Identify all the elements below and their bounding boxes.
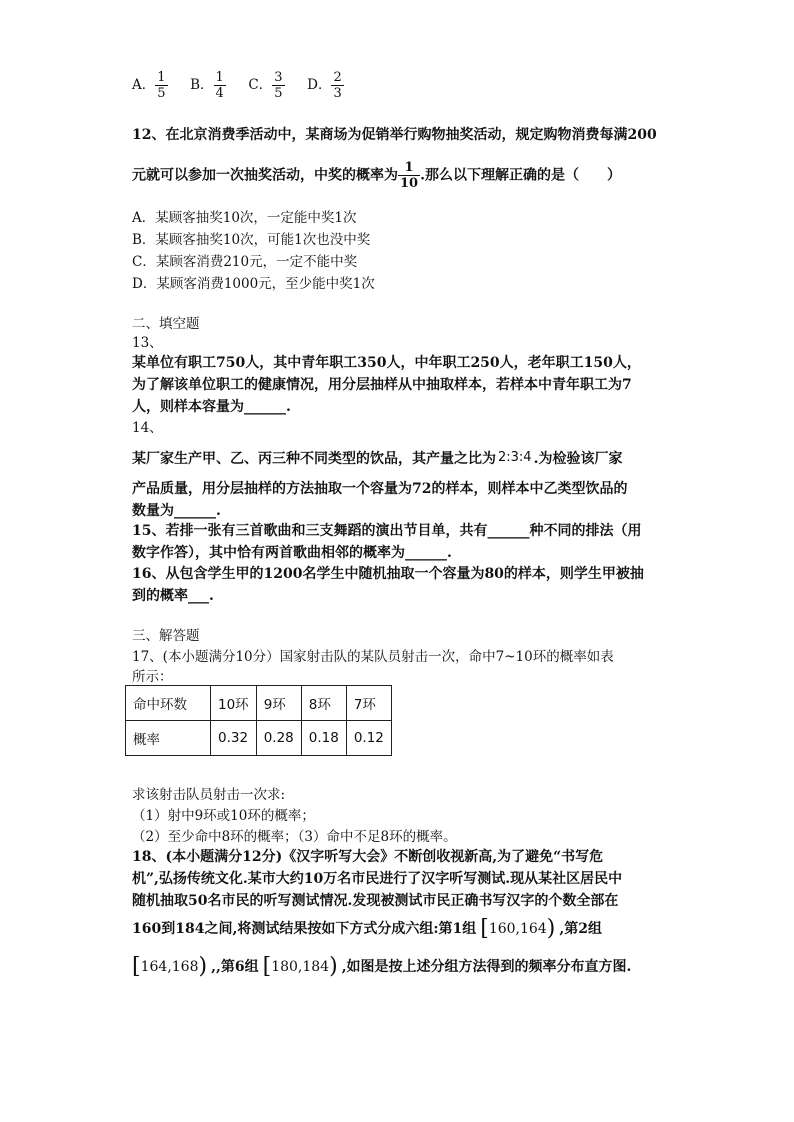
table-cell: 0.12 [346, 721, 391, 756]
q18-line3: 随机抽取50名市民的听写测试情况.发现被测试市民正确书写汉字的个数全部在 [132, 893, 619, 909]
q18-line1: 18、(本小题满分12分)《汉字听写大会》不断创收视新高,为了避免“书写危 [132, 849, 604, 865]
q18-line2: 机”,弘扬传统文化.某市大约10万名市民进行了汉字听写测试.现从某社区居民中 [132, 871, 623, 887]
q11-options [132, 70, 344, 101]
group-2-interval: [164,168) [132, 954, 208, 979]
q16-line2: 到的概率___. [132, 588, 214, 604]
q13-line3: 人，则样本容量为______. [132, 399, 291, 415]
q17-sub1: （1）射中9环或10环的概率； [132, 808, 315, 824]
hit-probability-table [125, 685, 392, 756]
q13-number: 13、 [132, 335, 163, 351]
table-cell: 0.32 [211, 721, 257, 756]
q12-line2: 元就可以参加一次抽奖活动，中奖的概率为 $\frac{1}{10}$ .那么以下理解正确的是（ ） [132, 160, 621, 191]
q17-line1: 17、(本小题满分10分）国家射击队的某队员射击一次，命中7~10环的概率如表 [132, 649, 614, 665]
q16-line1: 16、从包含学生甲的1200名学生中随机抽取一个容量为80的样本，则学生甲被抽 [132, 566, 644, 582]
q14-line2: 产品质量，用分层抽样的方法抽取一个容量为72的样本，则样本中乙类型饮品的 [132, 481, 628, 497]
q11-option-a: A． $\frac{1}{5}$ [132, 70, 166, 101]
table-row [126, 686, 392, 721]
q13-line2: 为了解该单位职工的健康情况，用分层抽样从中抽取样本，若样本中青年职工为7 [132, 377, 632, 393]
q14-line3: 数量为______. [132, 503, 221, 519]
q14-ratio: 2:3:4 [498, 450, 532, 465]
q18-line4: 160到184之间,将测试结果按如下方式分成六组:第1组 [160,164) ,第2组 [132, 916, 602, 941]
q12-option-d: D．某顾客消费1000元，至少能中奖1次 [132, 276, 375, 292]
section-2-title: 二、填空题 [132, 316, 200, 332]
table-cell: 概率 [126, 721, 211, 756]
q13-line1: 某单位有职工750人，其中青年职工350人，中年职工250人，老年职工150人， [132, 355, 641, 371]
group-6-interval: [180,184) [262, 954, 338, 979]
table-header-cell: 命中环数 [126, 686, 211, 721]
q14-number: 14、 [132, 420, 163, 436]
table-header-cell: 8环 [301, 686, 346, 721]
table-row [126, 721, 392, 756]
table-header-cell: 10环 [211, 686, 257, 721]
q18-line5: [164,168) ,,第6组 [180,184) ,如图是按上述分组方法得到的频率分布直方图. [128, 956, 631, 977]
q17-sub2: （2）至少命中8环的概率；（3）命中不足8环的概率。 [132, 829, 457, 845]
table-cell: 0.28 [256, 721, 301, 756]
table-header-cell: 9环 [256, 686, 301, 721]
q11-option-c: C． $\frac{3}{5}$ [248, 70, 283, 101]
table-cell: 0.18 [301, 721, 346, 756]
q12-line1: 12、在北京消费季活动中，某商场为促销举行购物抽奖活动，规定购物消费每满200 [132, 127, 657, 143]
q12-option-a: A．某顾客抽奖10次，一定能中奖1次 [132, 210, 357, 226]
q12-option-b: B．某顾客抽奖10次，可能1次也没中奖 [132, 232, 371, 248]
q12-fraction: $\frac{1}{10}$ [400, 160, 419, 191]
q11-option-b: B． $\frac{1}{4}$ [190, 70, 224, 101]
q15-line1: 15、若排一张有三首歌曲和三支舞蹈的演出节目单，共有______种不同的排法（用 [132, 523, 642, 539]
q17-ask: 求该射击队员射击一次求: [132, 787, 286, 803]
group-1-interval: [160,164) [480, 916, 556, 941]
q14-line1: 某厂家生产甲、乙、丙三种不同类型的饮品，其产量之比为 2:3:4 .为检验该厂家 [132, 450, 623, 467]
section-3-title: 三、解答题 [132, 628, 200, 644]
q12-option-c: C．某顾客消费210元，一定不能中奖 [132, 254, 358, 270]
q15-line2: 数字作答），其中恰有两首歌曲相邻的概率为______. [132, 545, 452, 561]
q17-line2: 所示： [132, 669, 173, 685]
q11-option-d: D． $\frac{2}{3}$ [307, 70, 342, 101]
table-header-cell: 7环 [346, 686, 391, 721]
